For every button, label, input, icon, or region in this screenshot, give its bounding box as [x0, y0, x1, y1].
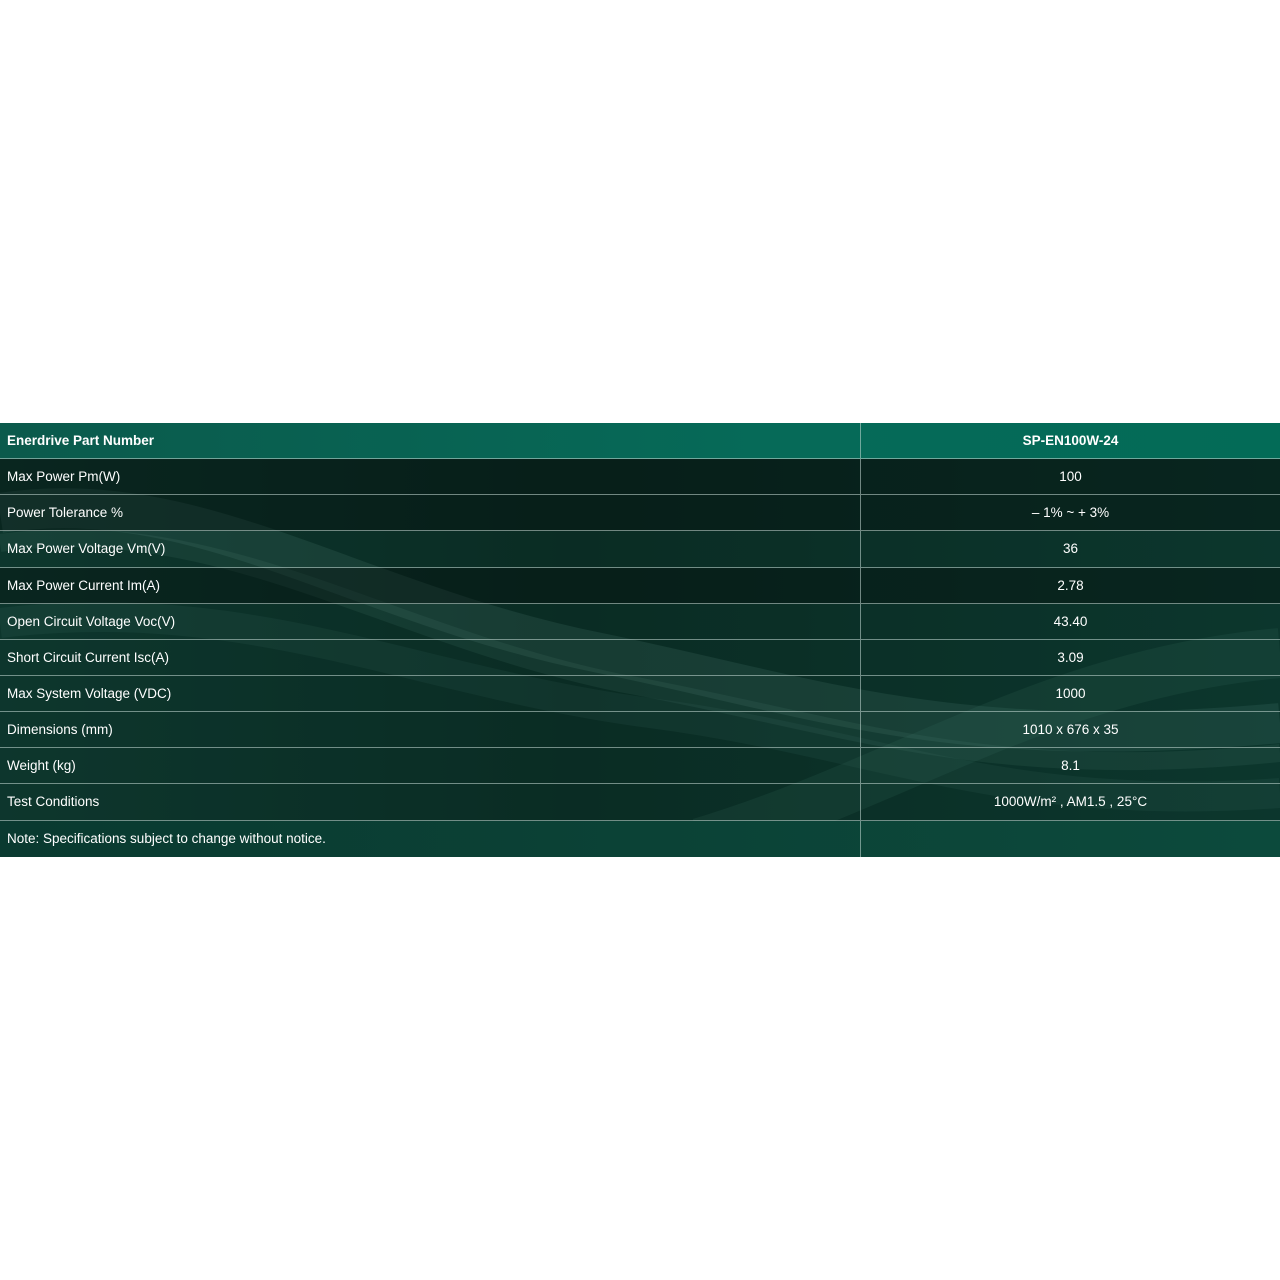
table-row: [0, 784, 1280, 820]
row-label: Short Circuit Current Isc(A): [0, 640, 861, 675]
note-row: [0, 821, 1280, 857]
row-value: 3.09: [1057, 649, 1084, 665]
header-value: SP-EN100W-24: [1022, 433, 1119, 449]
table-row: [0, 459, 1280, 495]
table-row: [0, 531, 1280, 567]
row-value: 100: [1059, 469, 1082, 485]
row-label: Max Power Pm(W): [0, 459, 861, 494]
note-empty-cell: [861, 821, 1280, 857]
row-label: Max Power Voltage Vm(V): [0, 531, 861, 566]
table-row: [0, 640, 1280, 676]
table-row: [0, 712, 1280, 748]
spec-table: [0, 423, 1280, 857]
row-value: – 1% ~ + 3%: [1031, 505, 1110, 521]
row-value: 43.40: [1053, 613, 1088, 629]
row-label: Test Conditions: [0, 784, 861, 819]
row-label: Power Tolerance %: [0, 495, 861, 530]
header-label: Enerdrive Part Number: [0, 423, 861, 458]
table-row: [0, 495, 1280, 531]
row-label: Max System Voltage (VDC): [0, 676, 861, 711]
table-row: [0, 676, 1280, 712]
table-row: [0, 568, 1280, 604]
row-label: Dimensions (mm): [0, 712, 861, 747]
row-value: 1000: [1055, 686, 1086, 702]
row-value: 1000W/m² , AM1.5 , 25°C: [993, 794, 1148, 810]
note-text: Note: Specifications subject to change without notice.: [0, 821, 861, 857]
table-row: [0, 748, 1280, 784]
row-label: Open Circuit Voltage Voc(V): [0, 604, 861, 639]
table-row: [0, 604, 1280, 640]
row-value: 36: [1062, 541, 1079, 557]
row-value: 1010 x 676 x 35: [1022, 722, 1119, 738]
header-row: [0, 423, 1280, 459]
row-value: 2.78: [1057, 577, 1084, 593]
row-value: 8.1: [1061, 758, 1080, 774]
row-label: Max Power Current Im(A): [0, 568, 861, 603]
row-label: Weight (kg): [0, 748, 861, 783]
